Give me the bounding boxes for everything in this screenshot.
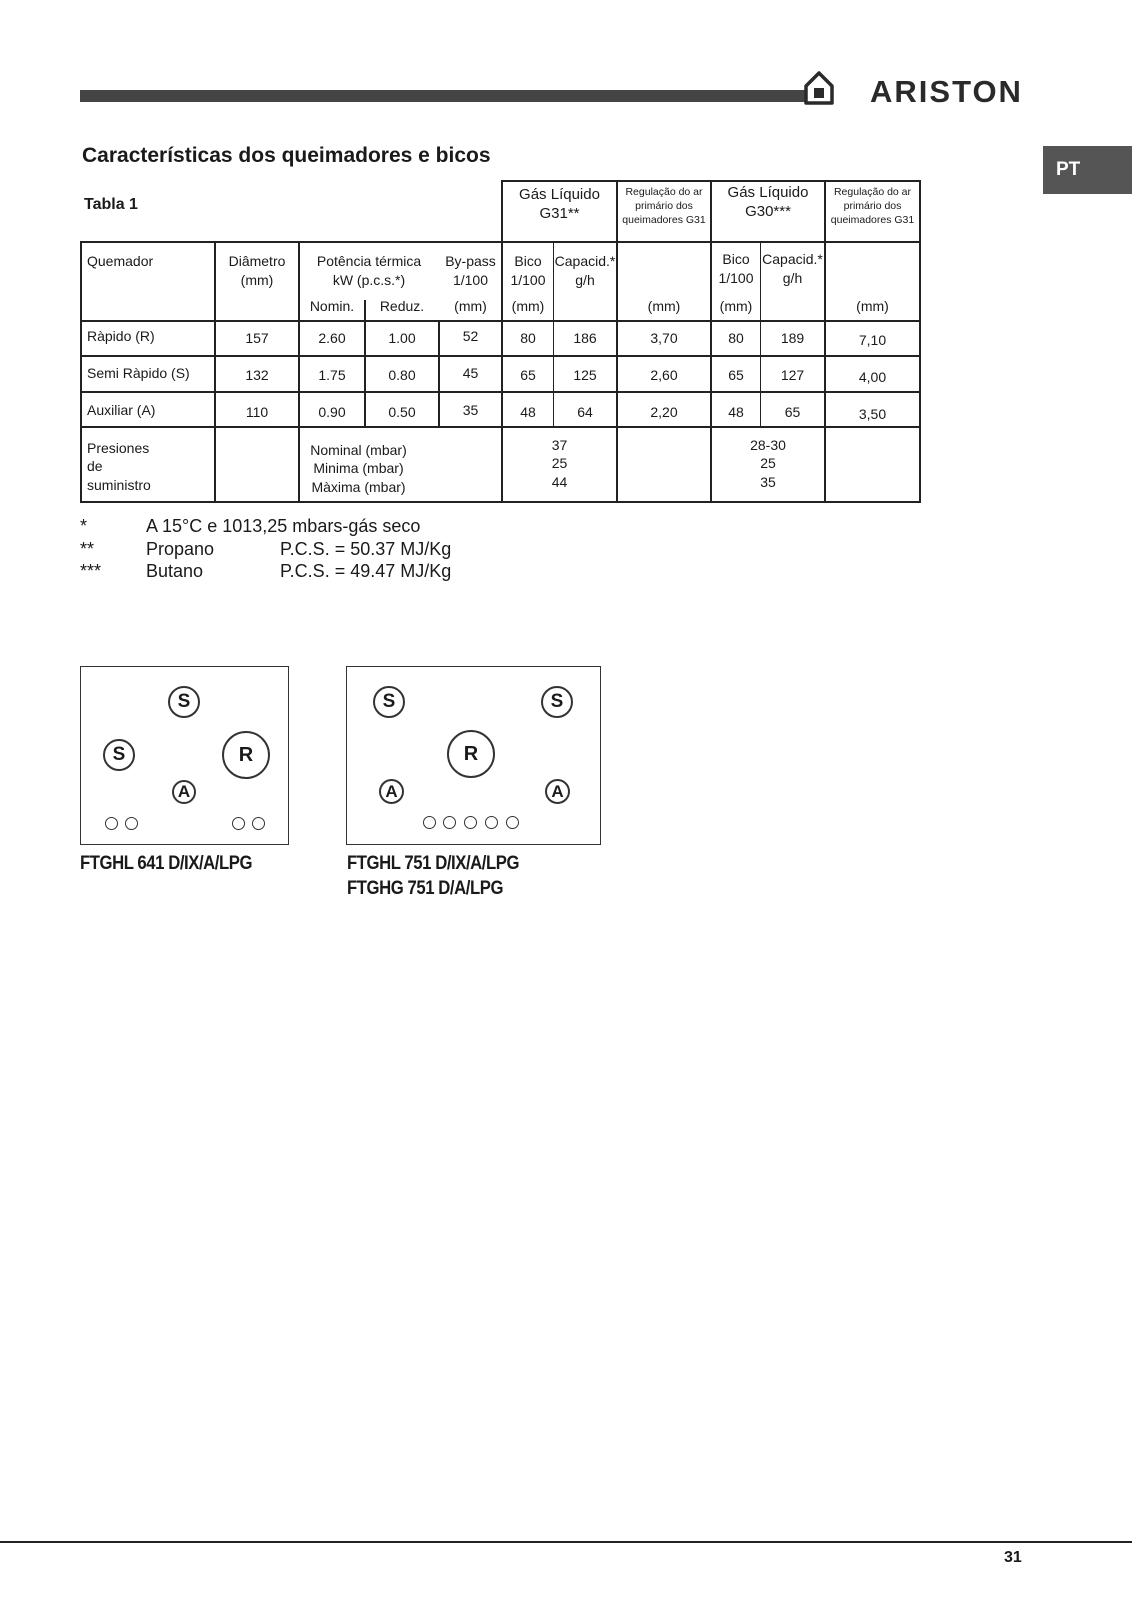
row-burner: Ràpido (R) bbox=[87, 328, 155, 344]
pressures-label-2: de bbox=[87, 458, 103, 474]
row-reg-g30: 4,00 bbox=[858, 369, 887, 385]
note-value: P.C.S. = 49.47 MJ/Kg bbox=[280, 561, 452, 581]
footer-rule bbox=[0, 1541, 1132, 1543]
pressure-minima: Minima (mbar) bbox=[313, 460, 404, 476]
row-bypass: 45 bbox=[462, 365, 479, 381]
page-number: 31 bbox=[1004, 1549, 1022, 1566]
row-reg-g30: 7,10 bbox=[858, 332, 887, 348]
burner-semi-rapid: S bbox=[373, 686, 405, 718]
g30-maxima: 35 bbox=[760, 474, 776, 490]
row-reduz: 0.80 bbox=[388, 367, 416, 383]
row-bico-g31: 80 bbox=[520, 330, 536, 346]
header-reg-g30: Regulação do ar primário dos queimadores G31 bbox=[830, 186, 915, 226]
hob-diagram-right bbox=[346, 666, 601, 845]
col-cap-g30-unit: g/h bbox=[782, 270, 803, 286]
model-right-2: FTGHG 751 D/A/LPG bbox=[347, 878, 504, 899]
g31-nominal: 37 bbox=[551, 437, 568, 453]
row-reg-g31: 3,70 bbox=[650, 330, 678, 346]
note-text: A 15°C e 1013,25 mbars-gás seco bbox=[146, 516, 421, 536]
col-bypass-sub: 1/100 bbox=[452, 272, 489, 288]
row-diameter: 157 bbox=[245, 330, 269, 346]
row-reg-g31: 2,60 bbox=[650, 367, 678, 383]
knob-icon bbox=[464, 816, 477, 829]
row-cap-g31: 64 bbox=[577, 404, 593, 420]
g31-minima: 25 bbox=[551, 455, 568, 471]
model-right-1: FTGHL 751 D/IX/A/LPG bbox=[347, 853, 520, 874]
knob-icon bbox=[485, 816, 498, 829]
note-text: Butano bbox=[146, 561, 204, 581]
col-bypass-unit: (mm) bbox=[454, 298, 487, 314]
col-diameter-unit: (mm) bbox=[240, 272, 274, 288]
page-title: Características dos queimadores e bicos bbox=[82, 144, 491, 167]
header-reg-g31: Regulação do ar primário dos queimadores G31 bbox=[622, 186, 706, 226]
row-cap-g30: 65 bbox=[784, 404, 801, 420]
knob-icon bbox=[252, 817, 265, 830]
col-power-unit: kW (p.c.s.*) bbox=[332, 272, 406, 288]
row-bypass: 52 bbox=[462, 328, 479, 344]
col-bico-g30-sub: 1/100 bbox=[718, 270, 754, 286]
note-mark: *** bbox=[80, 561, 102, 581]
col-bico-g30-unit: (mm) bbox=[719, 298, 753, 314]
row-diameter: 110 bbox=[245, 404, 269, 420]
row-bypass: 35 bbox=[462, 402, 479, 418]
row-bico-g30: 48 bbox=[728, 404, 744, 420]
row-reduz: 1.00 bbox=[388, 330, 416, 346]
g31-maxima: 44 bbox=[551, 474, 568, 490]
row-nomin: 0.90 bbox=[318, 404, 346, 420]
col-cap-g31-unit: g/h bbox=[575, 272, 595, 288]
note-value: P.C.S. = 50.37 MJ/Kg bbox=[280, 539, 452, 559]
burner-auxiliary: A bbox=[172, 780, 196, 804]
col-bico-g31: Bico bbox=[514, 253, 542, 269]
burner-rapid: R bbox=[447, 730, 495, 778]
row-reg-g31: 2,20 bbox=[650, 404, 678, 420]
col-bico-g31-sub: 1/100 bbox=[510, 272, 546, 288]
knob-icon bbox=[423, 816, 436, 829]
col-reg-g31-unit: (mm) bbox=[647, 298, 681, 314]
g30-minima: 25 bbox=[760, 455, 776, 471]
burner-semi-rapid: S bbox=[103, 739, 135, 771]
row-reg-g30: 3,50 bbox=[858, 406, 887, 422]
hob-diagram-left bbox=[80, 666, 289, 845]
note-mark: ** bbox=[80, 539, 95, 559]
pressures-label-1: Presiones bbox=[87, 440, 150, 456]
row-cap-g30: 127 bbox=[780, 367, 805, 383]
col-power: Potência térmica bbox=[316, 253, 422, 269]
g30-nominal: 28-30 bbox=[750, 437, 786, 453]
row-nomin: 2.60 bbox=[318, 330, 346, 346]
table-caption: Tabla 1 bbox=[84, 196, 138, 213]
header-g30-label: Gás Líquido G30*** bbox=[727, 184, 809, 220]
row-bico-g30: 65 bbox=[728, 367, 744, 383]
header-g31-label: Gás Líquido G31** bbox=[519, 186, 600, 222]
row-burner: Auxiliar (A) bbox=[87, 402, 156, 418]
knob-icon bbox=[232, 817, 245, 830]
row-bico-g30: 80 bbox=[728, 330, 744, 346]
note-text: Propano bbox=[146, 539, 215, 559]
burner-semi-rapid: S bbox=[541, 686, 573, 718]
row-reduz: 0.50 bbox=[388, 404, 416, 420]
row-cap-g31: 125 bbox=[573, 367, 597, 383]
header-g31 bbox=[503, 185, 616, 223]
col-bico-g30: Bico bbox=[722, 251, 750, 267]
house-icon bbox=[802, 70, 836, 106]
col-bico-g31-unit: (mm) bbox=[511, 298, 545, 314]
burner-auxiliary: A bbox=[545, 779, 570, 804]
row-burner: Semi Ràpido (S) bbox=[87, 365, 190, 381]
row-cap-g30: 189 bbox=[780, 330, 805, 346]
burner-semi-rapid: S bbox=[168, 686, 200, 718]
model-left: FTGHL 641 D/IX/A/LPG bbox=[80, 853, 253, 874]
burner-rapid: R bbox=[222, 731, 270, 779]
row-bico-g31: 48 bbox=[520, 404, 536, 420]
col-reg-g30-unit: (mm) bbox=[856, 298, 889, 314]
brand-logo: ARISTON bbox=[870, 74, 1023, 109]
pressure-maxima: Màxima (mbar) bbox=[311, 479, 406, 495]
knob-icon bbox=[105, 817, 118, 830]
col-cap-g31: Capacid.* bbox=[554, 253, 616, 269]
header-g30 bbox=[712, 183, 824, 221]
row-cap-g31: 186 bbox=[573, 330, 597, 346]
row-diameter: 132 bbox=[245, 367, 269, 383]
note-mark: * bbox=[80, 516, 88, 536]
knob-icon bbox=[506, 816, 519, 829]
knob-icon bbox=[443, 816, 456, 829]
row-bico-g31: 65 bbox=[520, 367, 536, 383]
col-cap-g30: Capacid.* bbox=[762, 251, 823, 267]
knob-icon bbox=[125, 817, 138, 830]
pressures-label-3: suministro bbox=[87, 477, 151, 493]
col-reduz: Reduz. bbox=[379, 298, 425, 314]
col-nomin: Nomin. bbox=[309, 298, 355, 314]
pressure-nominal: Nominal (mbar) bbox=[310, 442, 407, 458]
header-bar bbox=[80, 90, 806, 102]
col-bypass: By-pass bbox=[445, 253, 496, 269]
language-tab: PT bbox=[1043, 146, 1132, 194]
col-diameter: Diâmetro bbox=[228, 253, 286, 269]
col-burner: Quemador bbox=[87, 253, 154, 269]
row-nomin: 1.75 bbox=[318, 367, 346, 383]
burner-auxiliary: A bbox=[379, 779, 404, 804]
